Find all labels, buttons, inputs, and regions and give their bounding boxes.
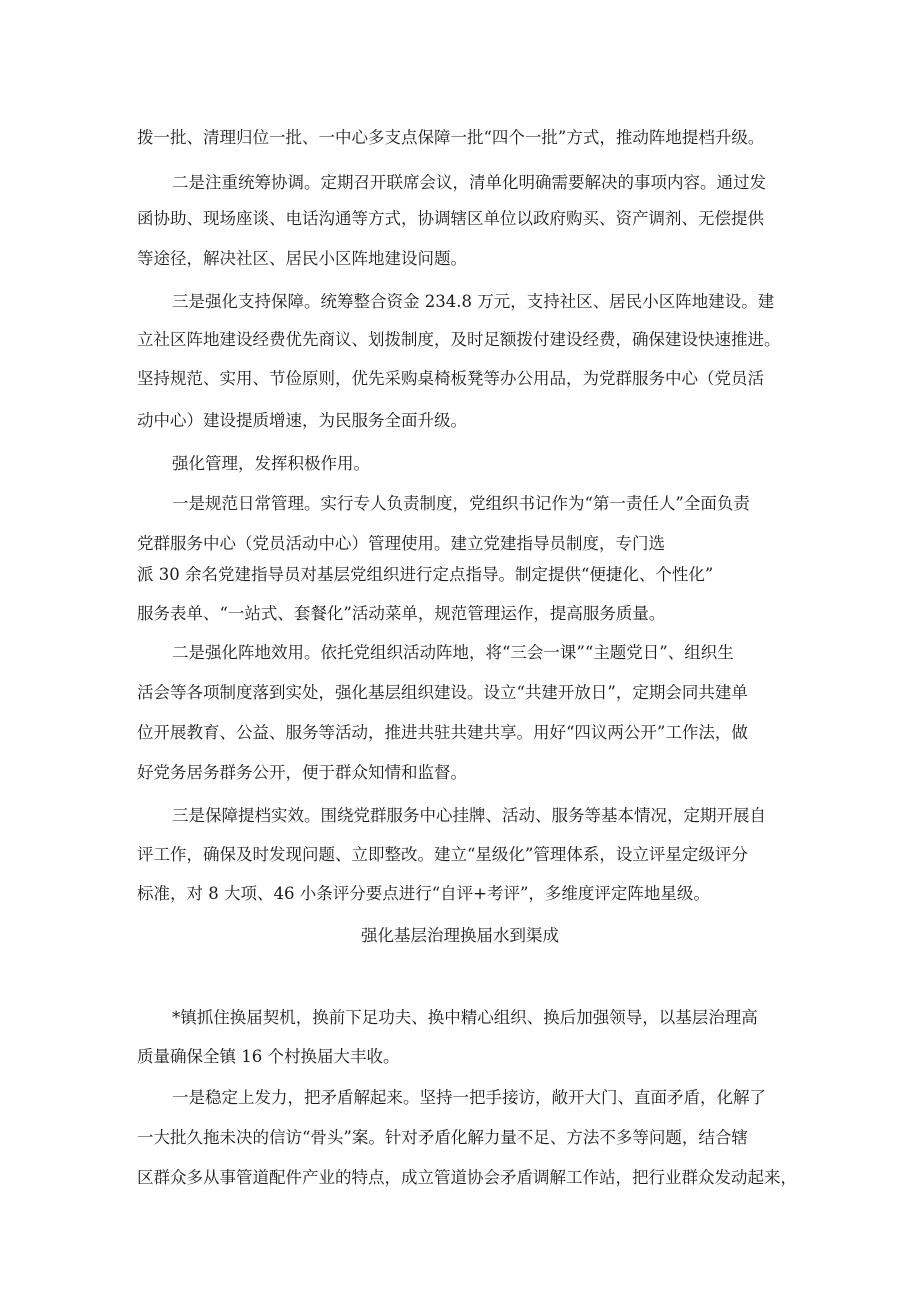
text-line: 质量确保全镇 16 个村换届大丰收。 <box>137 1047 400 1066</box>
text-line: 一大批久拖未决的信访“骨头”案。针对矛盾化解力量不足、方法不多等问题，结合辖 <box>137 1128 748 1147</box>
text-line: 一是稳定上发力，把矛盾解起来。坚持一把手接访，敞开大门、直面矛盾，化解了 <box>172 1088 766 1107</box>
text-line: 拨一批、清理归位一批、一中心多支点保障一批“四个一批”方式，推动阵地提档升级。 <box>137 128 765 147</box>
section-heading: 强化管理，发挥积极作用。 <box>172 454 370 473</box>
text-line: 等途径，解决社区、居民小区阵地建设问题。 <box>137 249 467 268</box>
text-line: 标准，对 8 大项、46 小条评分要点进行“自评+考评”，多维度评定阵地星级。 <box>137 884 710 903</box>
text-line: 坚持规范、实用、节俭原则，优先采购桌椅板凳等办公用品，为党群服务中心（党员活 <box>137 369 764 388</box>
text-line: 好党务居务群务公开，便于群众知情和监督。 <box>137 763 467 782</box>
text-line: 一是规范日常管理。实行专人负责制度，党组织书记作为“第一责任人”全面负责 <box>172 494 750 513</box>
text-line: 区群众多从事管道配件产业的特点，成立管道协会矛盾调解工作站，把行业群众发动起来， <box>137 1168 797 1187</box>
text-line: 三是强化支持保障。统筹整合资金 234.8 万元，支持社区、居民小区阵地建设。建 <box>172 292 775 311</box>
text-line: 党群服务中心（党员活动中心）管理使用。建立党建指导员制度，专门选 <box>137 534 665 553</box>
text-line: 活会等各项制度落到实处，强化基层组织建设。设立“共建开放日”，定期会同共建单 <box>137 683 748 702</box>
text-line: 服务表单、“一站式、套餐化”活动菜单，规范管理运作，提高服务质量。 <box>137 604 666 623</box>
text-line: 位开展教育、公益、服务等活动，推进共驻共建共享。用好“四议两公开”工作法，做 <box>137 723 748 742</box>
text-line: 动中心）建设提质增速，为民服务全面升级。 <box>137 411 467 430</box>
section-title: 强化基层治理换届水到渠成 <box>361 926 559 945</box>
text-line: 函协助、现场座谈、电话沟通等方式，协调辖区单位以政府购买、资产调剂、无偿提供 <box>137 209 764 228</box>
text-line: 二是注重统筹协调。定期召开联席会议，清单化明确需要解决的事项内容。通过发 <box>172 173 766 192</box>
text-line: *镇抓住换届契机，换前下足功夫、换中精心组织、换后加强领导，以基层治理高 <box>172 1008 758 1027</box>
text-line: 二是强化阵地效用。依托党组织活动阵地，将“三会一课”“主题党日”、组织生 <box>172 643 734 662</box>
text-line: 三是保障提档实效。围绕党群服务中心挂牌、活动、服务等基本情况，定期开展自 <box>172 806 766 825</box>
text-line: 立社区阵地建设经费优先商议、划拨制度，及时足额拨付建设经费，确保建设快速推进。 <box>137 330 781 349</box>
text-line: 评工作，确保及时发现问题、立即整改。建立“星级化”管理体系，设立评星定级评分 <box>137 845 748 864</box>
text-line: 派 30 余名党建指导员对基层党组织进行定点指导。制定提供“便捷化、个性化” <box>137 565 714 584</box>
